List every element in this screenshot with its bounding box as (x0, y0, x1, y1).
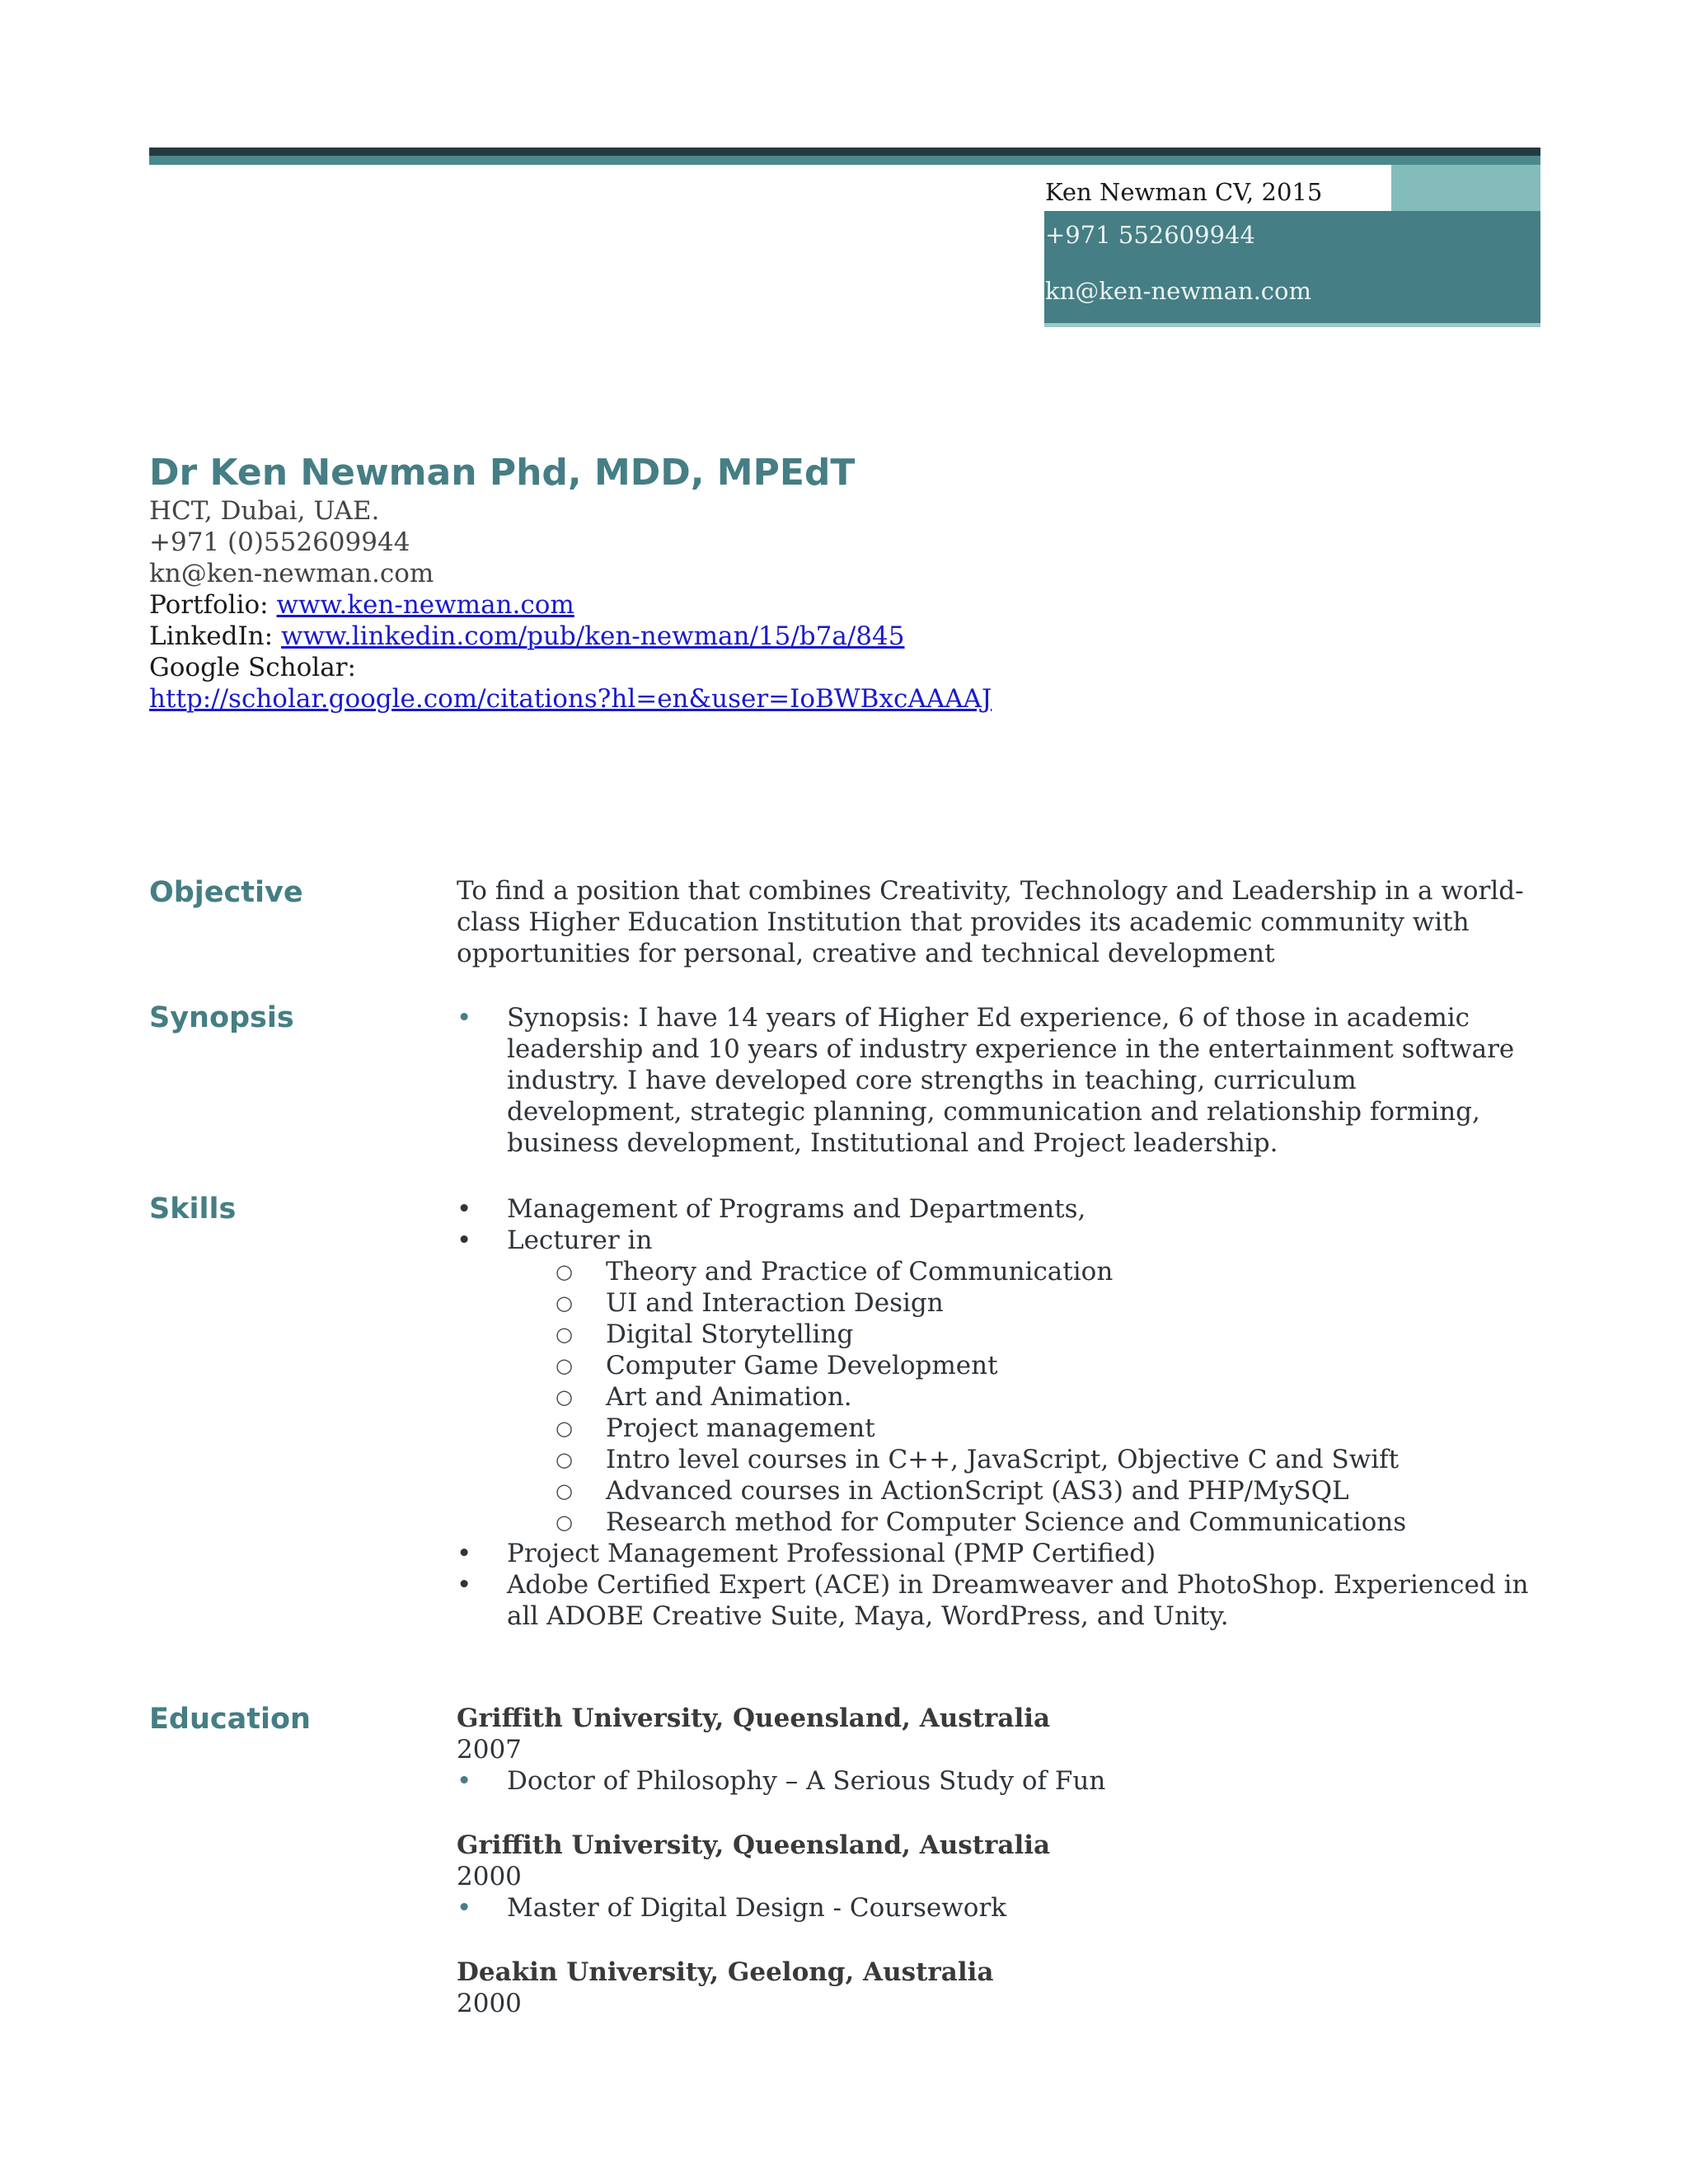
contact-block (149, 495, 992, 715)
skill-item: • Project Management Professional (PMP Certified) (457, 1538, 1536, 1569)
linkedin-line (149, 621, 992, 652)
lecturer-sublist (457, 1256, 1536, 1538)
scholar-link[interactable]: http://scholar.google.com/citations?hl=en&user=IoBWBxcAAAAJ (149, 684, 992, 714)
education-institution: Griffith University, Queensland, Australia (457, 1704, 1051, 1733)
skills-section (457, 1193, 1536, 1632)
synopsis-section (457, 1002, 1536, 1159)
objective-section (457, 875, 1536, 969)
lecturer-course: ○ Theory and Practice of Communication (457, 1256, 1536, 1287)
lecturer-course: ○ Research method for Computer Science and Communications (457, 1507, 1536, 1538)
education-institution: Griffith University, Queensland, Australia (457, 1830, 1051, 1860)
lecturer-course: ○ UI and Interaction Design (457, 1287, 1536, 1319)
header-title: Ken Newman CV, 2015 (1045, 178, 1323, 206)
skill-lecturer-label: Lecturer in (507, 1226, 653, 1255)
education-entry (457, 1830, 1536, 1924)
education-year: 2007 (457, 1735, 522, 1765)
education-year: 2000 (457, 1989, 522, 2018)
header-phone: +971 552609944 (1045, 221, 1255, 249)
header-email: kn@ken-newman.com (1045, 277, 1312, 305)
contact-location: HCT, Dubai, UAE. (149, 496, 380, 526)
lecturer-course: ○ Art and Animation. (457, 1381, 1536, 1413)
linkedin-label: LinkedIn: (149, 621, 274, 651)
header-accent-block (1391, 165, 1540, 211)
education-year: 2000 (457, 1862, 522, 1891)
portfolio-label: Portfolio: (149, 590, 269, 620)
education-entry (457, 1957, 1536, 2019)
education-entry (457, 1703, 1536, 1797)
lecturer-course: ○ Digital Storytelling (457, 1319, 1536, 1350)
lecturer-course: ○ Computer Game Development (457, 1350, 1536, 1381)
education-degree-list (457, 1892, 1536, 1924)
section-heading-synopsis: Synopsis (149, 1001, 294, 1034)
synopsis-item: • Synopsis: I have 14 years of Higher Ed experience, 6 of those in academic leadership and 10 years of industry experience in the entertainment software industry. I have developed core strengths in teaching, curriculum development, strategic planning, communication and relationship forming, business development, Institutional and Project leadership. (457, 1002, 1536, 1159)
lecturer-course: ○ Project management (457, 1413, 1536, 1444)
header-rule-dark (149, 148, 1540, 156)
skills-list-continued (457, 1538, 1536, 1632)
contact-phone: +971 (0)552609944 (149, 527, 410, 557)
skills-list (457, 1193, 1536, 1256)
scholar-label: Google Scholar: (149, 653, 356, 682)
skill-item-lecturer (457, 1225, 1536, 1256)
objective-text: To find a position that combines Creativity, Technology and Leadership in a world-class Higher Education Institution that provides its academic community with opportunities for personal, creative and technical development (457, 876, 1524, 968)
education-degree-list (457, 1765, 1536, 1797)
linkedin-link[interactable]: www.linkedin.com/pub/ken-newman/15/b7a/845 (280, 621, 905, 651)
section-heading-education: Education (149, 1703, 311, 1736)
lecturer-course: ○ Intro level courses in C++, JavaScript, Objective C and Swift (457, 1444, 1536, 1475)
synopsis-list (457, 1002, 1536, 1159)
skill-item: • Management of Programs and Departments, (457, 1193, 1536, 1225)
portfolio-link[interactable]: www.ken-newman.com (276, 590, 574, 620)
education-degree: • Master of Digital Design - Coursework (457, 1892, 1536, 1924)
person-name: Dr Ken Newman Phd, MDD, MPEdT (149, 452, 856, 494)
section-heading-skills: Skills (149, 1193, 237, 1226)
lecturer-course: ○ Advanced courses in ActionScript (AS3) and PHP/MySQL (457, 1475, 1536, 1507)
contact-email: kn@ken-newman.com (149, 559, 434, 588)
portfolio-line (149, 589, 992, 621)
education-institution: Deakin University, Geelong, Australia (457, 1957, 994, 1987)
section-heading-objective: Objective (149, 876, 303, 909)
education-degree: • Doctor of Philosophy – A Serious Study of Fun (457, 1765, 1536, 1797)
skill-item: • Adobe Certified Expert (ACE) in Dreamweaver and PhotoShop. Experienced in all ADOBE Creative Suite, Maya, WordPress, and Unity. (457, 1569, 1536, 1632)
header-rule-teal (149, 156, 1540, 165)
